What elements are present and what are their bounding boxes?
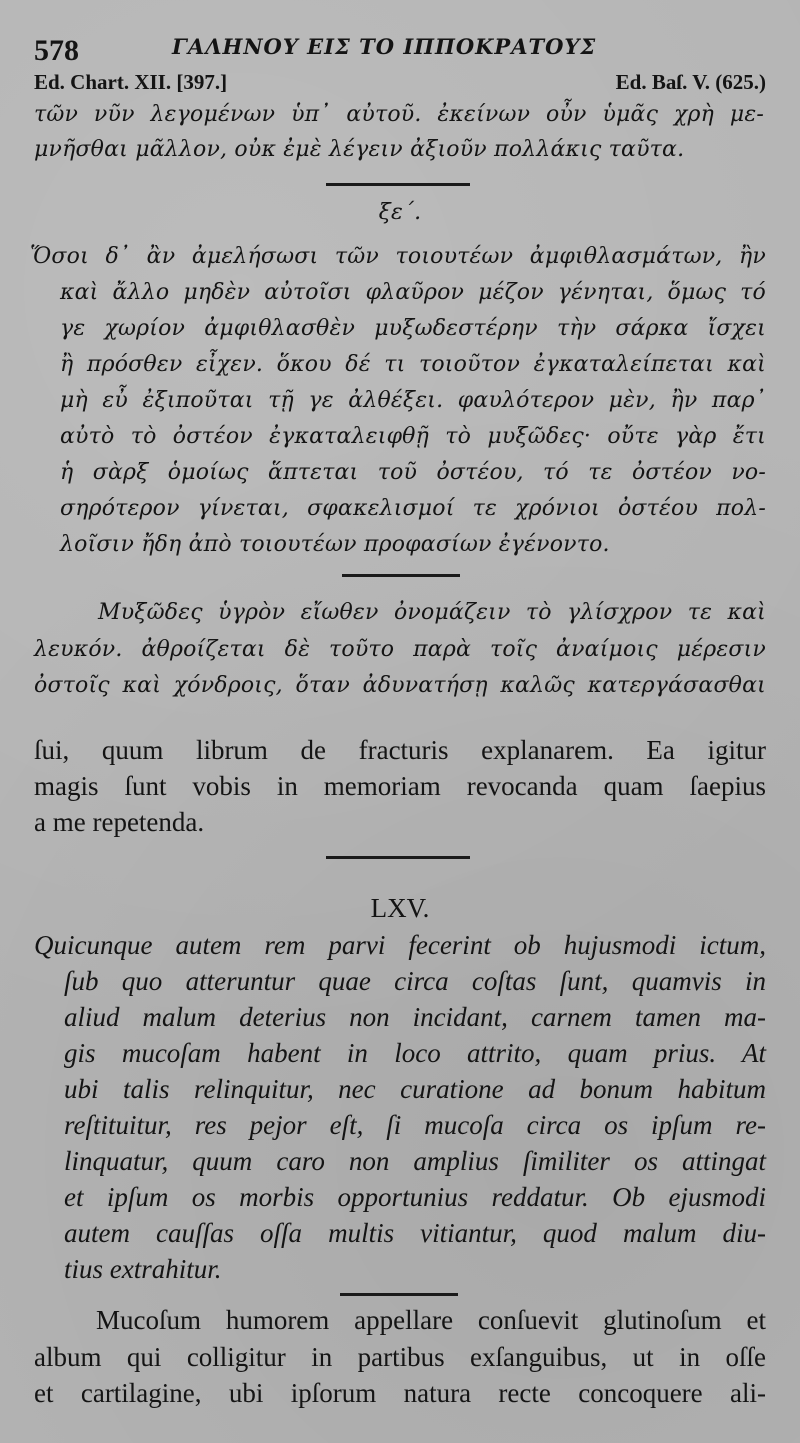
latin-text-line: et ipſum os morbis opportunius reddatur. Ob ejusmodi — [64, 1182, 766, 1212]
greek-text-line: λοῖσιν ἤδη ἀπὸ τοιουτέων προφασίων ἐγένοντο. — [60, 532, 610, 557]
greek-text-line: αὐτὸ τὸ ὀστέον ἐγκαταλειφθῇ τὸ μυξῶδες· οὔτε γὰρ ἔτι — [60, 424, 766, 449]
latin-text-line: gis mucoſam habent in loco attrito, quam prius. At — [64, 1038, 766, 1068]
latin-commentary-line: Mucoſum humorem appellare conſuevit glutinoſum et — [96, 1305, 766, 1335]
greek-text-line: γε χωρίον ἀμφιθλασθὲν μυξωδεστέρην τὴν σάρκα ἴσχει — [60, 316, 766, 341]
latin-section-number: LXV. — [370, 893, 430, 923]
greek-text-line: μὴ εὖ ἐξιποῦται τῇ γε ἀλθέξει. φαυλότερον μὲν, ἢν παρ᾽ — [60, 388, 766, 413]
latin-text-line: ubi talis relinquitur, nec curatione ad bonum habitum — [64, 1074, 766, 1104]
latin-top-line: magis ſunt vobis in memoriam revocanda quam ſaepius — [34, 771, 766, 801]
latin-text-line: Quicunque autem rem parvi fecerint ob hujusmodi ictum, — [34, 930, 766, 960]
latin-commentary-line: et cartilagine, ubi ipſorum natura recte concoquere ali- — [34, 1378, 766, 1408]
section-divider — [326, 183, 470, 186]
greek-commentary-line: ὀστοῖς καὶ χόνδροις, ὅταν ἀδυνατήσῃ καλῶς κατεργάσασθαι — [34, 673, 766, 698]
latin-text-line: reſtituitur, res pejor eſt, ſi mucoſa circa os ipſum re- — [64, 1110, 766, 1140]
greek-text-line: σηρότερον γίνεται, σφακελισμοί τε χρόνιοι ὀστέου πολ- — [60, 496, 766, 521]
greek-commentary-line: Μυξῶδες ὑγρὸν εἴωθεν ὀνομάζειν τὸ γλίσχρον τε καὶ — [98, 600, 766, 625]
greek-text-line: Ὅσοι δ᾽ ἂν ἀμελήσωσι τῶν τοιουτέων ἀμφιθλασμάτων, ἢν — [30, 244, 766, 269]
latin-text-line: tius extrahitur. — [64, 1254, 222, 1284]
edition-left: Ed. Chart. XII. [397.] — [34, 70, 228, 94]
greek-top-line: μνῆσθαι μᾶλλον, οὐκ ἐμὲ λέγειν ἀξιοῦν πολλάκις ταῦτα. — [34, 137, 685, 162]
latin-text-line: ſub quo atteruntur quae circa coſtas ſunt, quamvis in — [64, 966, 766, 996]
greek-section-number: ξε΄. — [378, 200, 422, 225]
running-title: ΓΑΛΗΝΟΥ ΕΙΣ ΤΟ ΙΠΠΟΚΡΑΤΟΥΣ — [172, 34, 597, 59]
section-divider — [326, 856, 470, 859]
section-divider — [342, 574, 460, 577]
greek-text-line: ἢ πρόσθεν εἶχεν. ὅκου δέ τι τοιοῦτον ἐγκαταλείπεται καὶ — [60, 352, 766, 377]
latin-top-line: ſui, quum librum de fracturis explanarem. Ea igitur — [34, 735, 766, 765]
edition-right: Ed. Baſ. V. (625.) — [615, 70, 766, 94]
latin-text-line: linquatur, quum caro non amplius ſimiliter os attingat — [64, 1146, 766, 1176]
section-divider — [340, 1293, 458, 1296]
latin-text-line: autem cauſſas oſſa multis vitiantur, quod malum diu- — [64, 1218, 766, 1248]
page-number: 578 — [34, 34, 79, 67]
latin-commentary-line: album qui colligitur in partibus exſanguibus, ut in oſſe — [34, 1342, 766, 1372]
greek-text-line: καὶ ἄλλο μηδὲν αὐτοῖσι φλαῦρον μέζον γένηται, ὅμως τό — [60, 280, 766, 305]
latin-text-line: aliud malum deterius non incidant, carnem tamen ma- — [64, 1002, 766, 1032]
greek-text-line: ἡ σὰρξ ὁμοίως ἅπτεται τοῦ ὀστέου, τό τε ὀστέον νο- — [60, 460, 766, 485]
latin-top-line: a me repetenda. — [34, 807, 205, 837]
greek-top-line: τῶν νῦν λεγομένων ὑπ᾽ αὐτοῦ. ἐκείνων οὖν ὑμᾶς χρὴ με- — [34, 102, 764, 127]
greek-commentary-line: λευκόν. ἀθροίζεται δὲ τοῦτο παρὰ τοῖς ἀναίμοις μέρεσιν — [34, 637, 766, 662]
